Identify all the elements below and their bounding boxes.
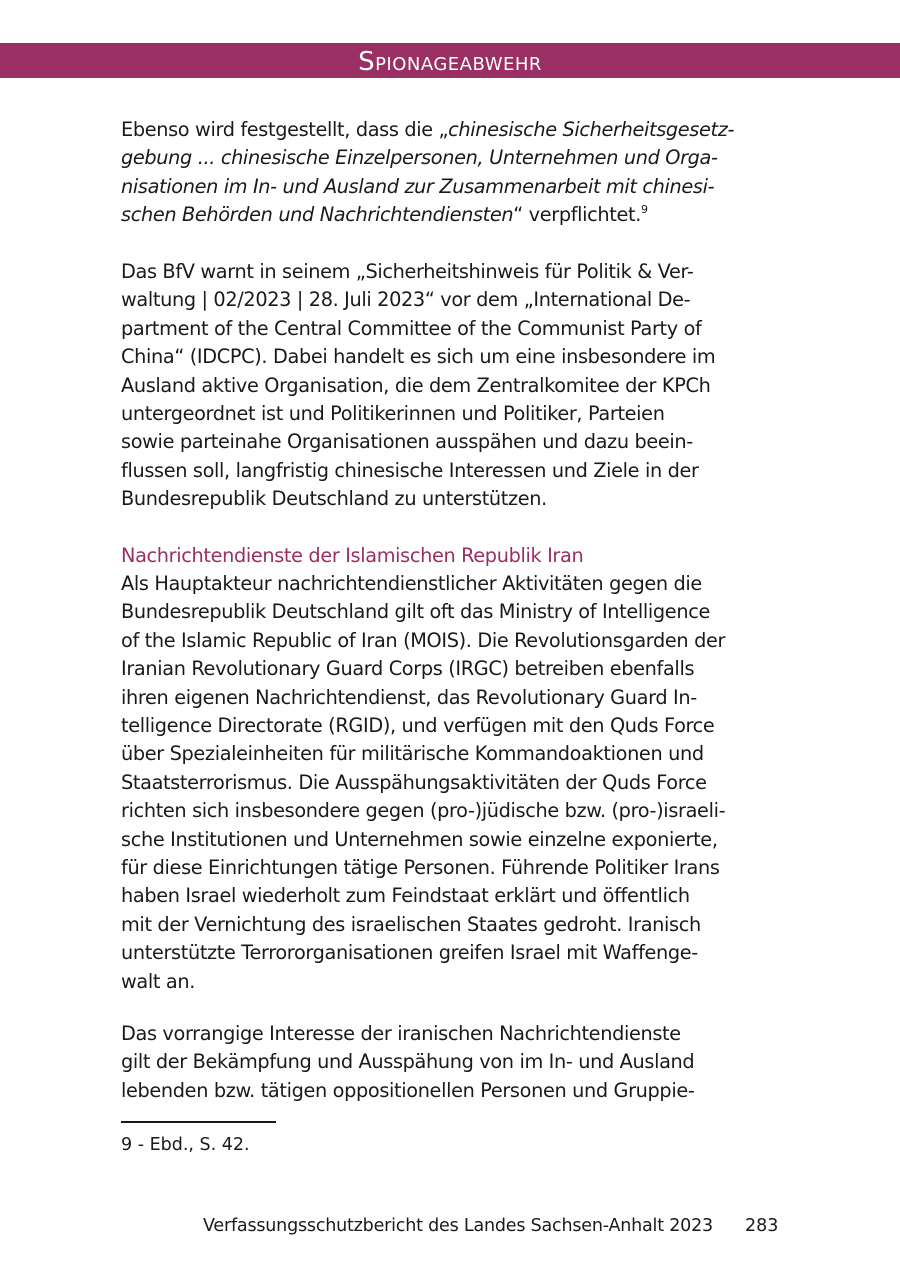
paragraph-line: partment of the Central Committee of the Communist Party of — [121, 316, 702, 340]
paragraph-line: Das BfV warnt in seinem „Sicherheitshinweis für Politik & Ver- — [121, 260, 694, 283]
paragraph-bfv-warning — [121, 258, 786, 514]
text-run: Ebenso wird festgestellt, dass die „ — [121, 118, 449, 141]
paragraph-line: telligence Directorate (RGID), und verfügen mit den Quds Force — [121, 714, 715, 738]
paragraph-line: Bundesrepublik Deutschland gilt oft das Ministry of Intelligence — [121, 600, 710, 624]
footnote-reference: 9 — [641, 203, 648, 217]
paragraph-iran-interest — [121, 1020, 786, 1105]
paragraph-line: Das vorrangige Interesse der iranischen Nachrichtendienste — [121, 1022, 681, 1045]
paragraph-line: of the Islamic Republic of Iran (MOIS). Die Revolutionsgarden der — [121, 628, 726, 652]
paragraph-line: haben Israel wiederholt zum Feindstaat erklärt und öffentlich — [121, 884, 690, 908]
italic-quote: gebung ... chinesische Einzelpersonen, Unternehmen und Orga- — [121, 146, 718, 170]
footer-report-title: Verfassungsschutzbericht des Landes Sachsen-Anhalt 2023 — [203, 1216, 713, 1236]
paragraph-line: Als Hauptakteur nachrichtendienstlicher Aktivitäten gegen die — [121, 572, 702, 595]
section-heading-iran: Nachrichtendienste der Islamischen Republik Iran — [121, 544, 584, 567]
paragraph-line: sowie parteinahe Organisationen ausspähen und dazu beein- — [121, 430, 693, 454]
page-number: 283 — [745, 1216, 779, 1236]
paragraph-line: ihren eigenen Nachrichtendienst, das Revolutionary Guard In- — [121, 685, 697, 709]
paragraph-line: lebenden bzw. tätigen oppositionellen Personen und Gruppie- — [121, 1078, 695, 1102]
section-title: Spionageabwehr — [358, 47, 542, 77]
footnote: 9 - Ebd., S. 42. — [121, 1135, 250, 1155]
paragraph-line: über Spezialeinheiten für militärische Kommandoaktionen und — [121, 742, 704, 766]
paragraph-iran-services — [121, 570, 786, 996]
text-run: “ verpflichtet. — [513, 203, 641, 227]
paragraph-line: waltung | 02/2023 | 28. Juli 2023“ vor dem „International De- — [121, 288, 691, 312]
paragraph-line: Staatsterrorismus. Die Ausspähungsaktivitäten der Quds Force — [121, 770, 707, 794]
italic-quote: nisationen im In- und Ausland zur Zusammenarbeit mit chinesi- — [121, 174, 715, 198]
paragraph-line: unterstützte Terrororganisationen greifen Israel mit Waffenge- — [121, 941, 698, 965]
paragraph-line: walt an. — [121, 969, 195, 993]
section-header-bar — [0, 43, 900, 78]
paragraph-line: Iranian Revolutionary Guard Corps (IRGC) betreiben ebenfalls — [121, 657, 695, 681]
paragraph-line: richten sich insbesondere gegen (pro-)jüdische bzw. (pro-)israeli- — [121, 799, 726, 823]
paragraph-line: gilt der Bekämpfung und Ausspähung von im In- und Ausland — [121, 1050, 695, 1074]
paragraph-line: für diese Einrichtungen tätige Personen. Führende Politiker Irans — [121, 856, 720, 880]
paragraph-line: Ausland aktive Organisation, die dem Zentralkomitee der KPCh — [121, 373, 711, 397]
paragraph-line: Bundesrepublik Deutschland zu unterstützen. — [121, 487, 547, 511]
paragraph-line: mit der Vernichtung des israelischen Staates gedroht. Iranisch — [121, 912, 701, 936]
paragraph-line: untergeordnet ist und Politikerinnen und Politiker, Parteien — [121, 402, 665, 426]
paragraph-line: flussen soll, langfristig chinesische Interessen und Ziele in der — [121, 458, 699, 482]
paragraph-line: China“ (IDCPC). Dabei handelt es sich um eine insbesondere im — [121, 345, 716, 369]
italic-quote: schen Behörden und Nachrichtendiensten — [121, 203, 514, 227]
footnote-divider — [121, 1121, 276, 1123]
paragraph-line: sche Institutionen und Unternehmen sowie einzelne exponierte, — [121, 827, 718, 851]
paragraph-line — [121, 116, 786, 144]
paragraph-quote — [121, 116, 786, 230]
paragraph-line — [121, 201, 786, 229]
italic-quote: chinesische Sicherheitsgesetz- — [448, 118, 735, 141]
